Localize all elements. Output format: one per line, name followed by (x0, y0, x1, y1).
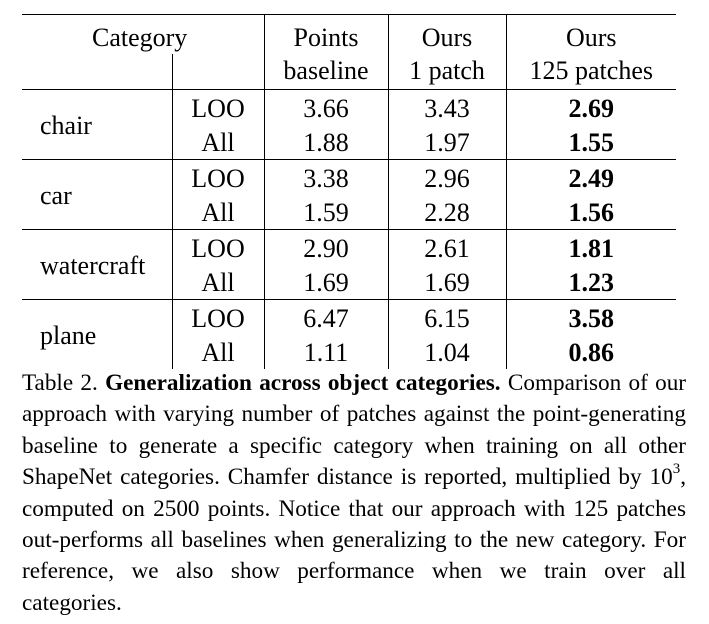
table-row (22, 300, 676, 336)
ours1-cell: 1.69 (388, 265, 506, 300)
ours1-cell: 6.15 (388, 300, 506, 336)
ours125-cell: 3.58 (506, 300, 676, 336)
split-cell: All (172, 125, 264, 160)
ours125-cell: 1.55 (506, 125, 676, 160)
ours1-cell: 2.61 (388, 230, 506, 266)
caption-exponent: 3 (672, 461, 681, 478)
points-cell: 1.88 (264, 125, 388, 160)
caption-text: Comparison of our approach with varying number of patches against the point-generating baseline to generate a specific category when training on all other ShapeNet categories. Chamfer distance is reported, multiplied by 10 (22, 370, 687, 491)
caption-text-end: , computed on 2500 points. Notice that our approach with 125 patches out-performs all baselines when generalizing to the new category. For reference, we also show performance when we train over all categories. (22, 464, 686, 616)
results-table (22, 14, 676, 369)
ours1-cell: 3.43 (388, 90, 506, 126)
split-cell: All (172, 195, 264, 230)
table-caption (22, 368, 686, 619)
header-ours1-line1: Ours (388, 15, 506, 55)
caption-label: Table 2. (22, 370, 98, 396)
category-cell: chair (22, 90, 172, 160)
header-category: Category (22, 15, 264, 55)
ours1-cell: 2.96 (388, 160, 506, 196)
category-cell: plane (22, 300, 172, 370)
table-row (22, 160, 676, 196)
ours1-cell: 1.04 (388, 335, 506, 369)
header-empty (22, 54, 172, 90)
caption-title: Generalization across object categories. (105, 370, 501, 396)
ours125-cell: 1.56 (506, 195, 676, 230)
points-cell: 2.90 (264, 230, 388, 266)
split-cell: LOO (172, 230, 264, 266)
header-row-1 (22, 15, 676, 55)
category-cell: car (22, 160, 172, 230)
ours125-cell: 2.49 (506, 160, 676, 196)
header-empty-split (172, 54, 264, 90)
table-row (22, 90, 676, 126)
split-cell: LOO (172, 300, 264, 336)
points-cell: 6.47 (264, 300, 388, 336)
header-points-line1: Points (264, 15, 388, 55)
ours125-cell: 0.86 (506, 335, 676, 369)
points-cell: 1.59 (264, 195, 388, 230)
points-cell: 1.69 (264, 265, 388, 300)
header-points-line2: baseline (264, 54, 388, 90)
split-cell: All (172, 265, 264, 300)
points-cell: 3.66 (264, 90, 388, 126)
category-cell: watercraft (22, 230, 172, 300)
points-cell: 1.11 (264, 335, 388, 369)
ours125-cell: 2.69 (506, 90, 676, 126)
table-row (22, 230, 676, 266)
header-row-2 (22, 54, 676, 90)
header-ours125-line2: 125 patches (506, 54, 676, 90)
ours125-cell: 1.23 (506, 265, 676, 300)
header-ours125-line1: Ours (506, 15, 676, 55)
ours1-cell: 2.28 (388, 195, 506, 230)
split-cell: All (172, 335, 264, 369)
split-cell: LOO (172, 90, 264, 126)
split-cell: LOO (172, 160, 264, 196)
points-cell: 3.38 (264, 160, 388, 196)
ours1-cell: 1.97 (388, 125, 506, 160)
header-ours1-line2: 1 patch (388, 54, 506, 90)
ours125-cell: 1.81 (506, 230, 676, 266)
